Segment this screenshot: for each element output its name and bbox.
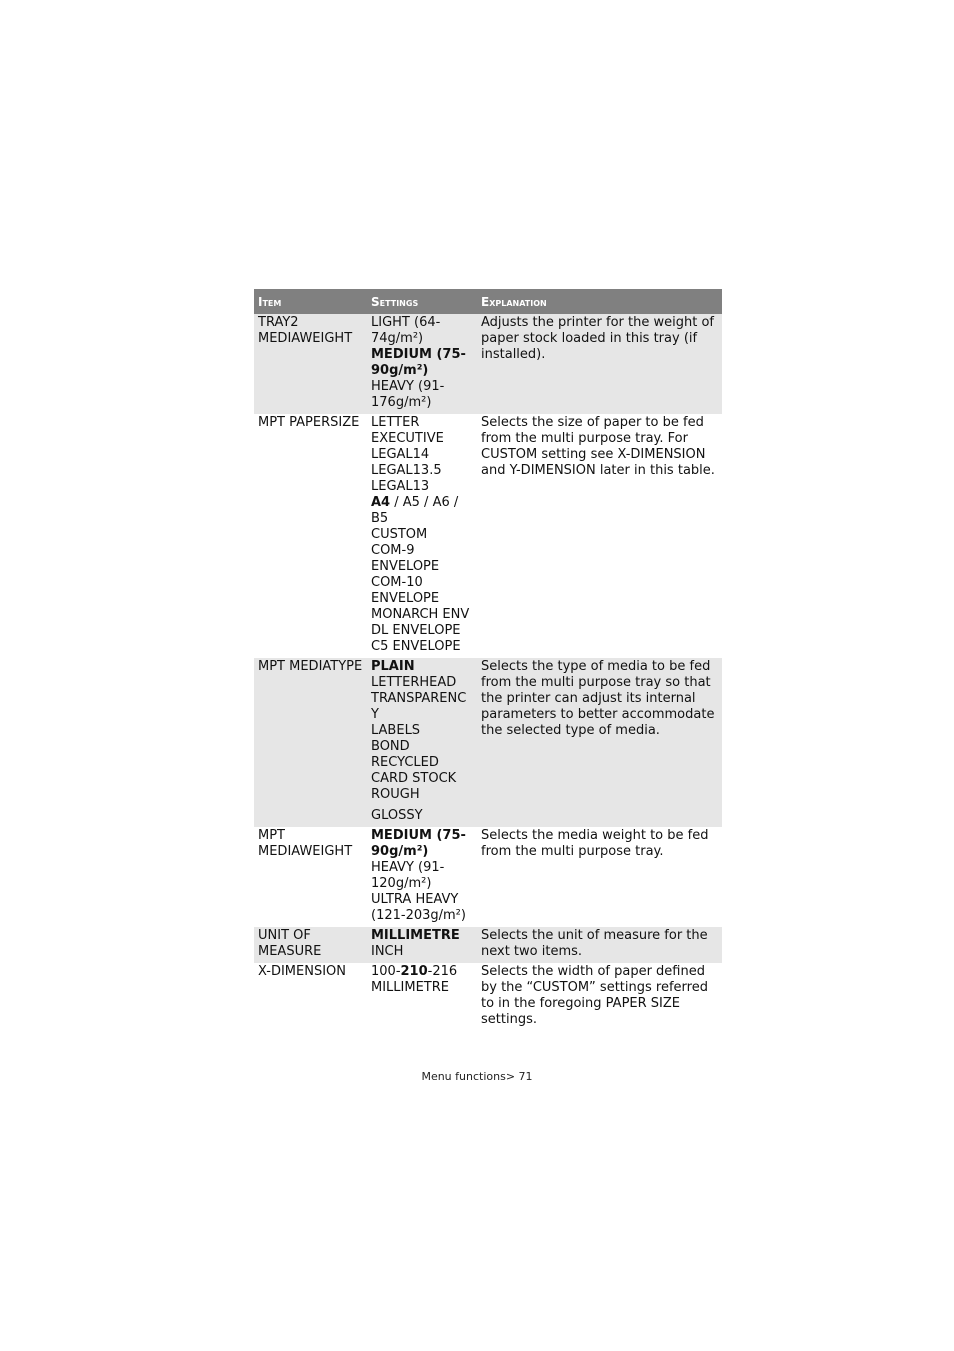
setting-text: LETTER	[371, 415, 420, 430]
setting-text: 176g/m²)	[371, 395, 432, 410]
settings-cell	[367, 414, 477, 658]
setting-default-text: 90g/m²)	[371, 363, 429, 378]
setting-text: LEGAL13	[371, 479, 430, 494]
setting-text: RECYCLED	[371, 755, 439, 770]
setting-text: TRANSPARENC	[371, 691, 467, 706]
setting-option	[371, 479, 473, 495]
setting-option	[371, 739, 473, 755]
setting-text: 120g/m²)	[371, 876, 432, 891]
setting-option	[371, 591, 473, 607]
setting-text: (121-203g/m²)	[371, 908, 466, 923]
item-line: MEASURE	[258, 944, 322, 959]
setting-text: HEAVY (91-	[371, 379, 445, 394]
setting-option	[371, 908, 473, 924]
setting-default-text: 210	[400, 964, 428, 979]
explanation-cell: Selects the size of paper to be fed from the multi purpose tray. For CUSTOM setting see X-DIMENSION and Y-DIMENSION later in this table.	[481, 415, 715, 478]
setting-option	[371, 659, 473, 675]
setting-option	[371, 771, 473, 787]
setting-option	[371, 463, 473, 479]
settings-cell	[367, 827, 477, 927]
setting-option	[371, 347, 473, 363]
setting-option	[371, 607, 473, 623]
setting-option	[371, 755, 473, 771]
setting-text: LABELS	[371, 723, 421, 738]
item-line: MPT MEDIATYPE	[258, 659, 363, 674]
setting-option	[371, 315, 473, 331]
setting-text: ENVELOPE	[371, 559, 440, 574]
setting-option	[371, 944, 473, 960]
explanation-cell: Selects the width of paper defined by the “CUSTOM” settings referred to in the foregoing PAPER SIZE settings.	[481, 964, 708, 1027]
item-line: MEDIAWEIGHT	[258, 844, 353, 859]
setting-text: / A5 / A6 /	[390, 495, 459, 510]
table-row	[254, 827, 722, 927]
table-body	[254, 314, 722, 1031]
setting-text: MONARCH ENV	[371, 607, 470, 622]
item-cell	[254, 414, 367, 658]
explanation-cell: Selects the unit of measure for the next two items.	[477, 927, 722, 963]
item-cell	[254, 658, 367, 827]
setting-text: HEAVY (91-	[371, 860, 445, 875]
setting-option	[371, 331, 473, 347]
settings-cell	[367, 963, 477, 1031]
item-line: UNIT OF	[258, 928, 311, 943]
setting-option	[371, 844, 473, 860]
item-line: MPT PAPERSIZE	[258, 415, 360, 430]
setting-text: INCH	[371, 944, 404, 959]
setting-text: EXECUTIVE	[371, 431, 444, 446]
setting-option	[371, 691, 473, 707]
setting-option	[371, 363, 473, 379]
setting-option	[371, 860, 473, 876]
setting-text: DL ENVELOPE	[371, 623, 461, 638]
setting-text: COM-9	[371, 543, 415, 558]
setting-option	[371, 447, 473, 463]
page-footer: Menu functions> 71	[421, 1070, 533, 1083]
explanation-cell: Selects the media weight to be fed from the multi purpose tray.	[481, 828, 709, 859]
setting-option	[371, 787, 473, 803]
setting-text: CUSTOM	[371, 527, 428, 542]
setting-option	[371, 495, 473, 511]
table-header-row	[254, 289, 722, 314]
setting-text: GLOSSY	[371, 808, 423, 823]
settings-cell	[367, 658, 477, 827]
item-line: MEDIAWEIGHT	[258, 331, 353, 346]
setting-option	[371, 980, 473, 996]
item-cell	[254, 827, 367, 927]
setting-option	[371, 511, 473, 527]
setting-option	[371, 623, 473, 639]
setting-default-text: MEDIUM (75-	[371, 347, 466, 362]
setting-text: -216	[427, 964, 458, 979]
setting-option	[371, 928, 473, 944]
setting-default-text: 90g/m²)	[371, 844, 429, 859]
item-cell	[254, 314, 367, 414]
setting-option	[371, 808, 473, 824]
settings-cell	[367, 314, 477, 414]
setting-text: 74g/m²)	[371, 331, 424, 346]
setting-text: COM-10	[371, 575, 423, 590]
item-cell	[254, 963, 367, 1031]
setting-text: ENVELOPE	[371, 591, 440, 606]
setting-text: CARD STOCK	[371, 771, 457, 786]
table-row	[254, 927, 722, 963]
setting-text: LETTERHEAD	[371, 675, 457, 690]
setting-default-text: PLAIN	[371, 659, 415, 674]
explanation-cell: Selects the type of media to be fed from the multi purpose tray so that the printer can adjust its internal parameters to better accommodate the selected type of media.	[477, 658, 722, 827]
table-row	[254, 314, 722, 414]
setting-text: ULTRA HEAVY	[371, 892, 459, 907]
setting-text: Y	[371, 707, 379, 722]
header-settings: Settings	[367, 289, 477, 314]
item-line: MPT	[258, 828, 285, 843]
setting-option	[371, 415, 473, 431]
setting-option	[371, 707, 473, 723]
setting-default-text: MILLIMETRE	[371, 928, 460, 943]
setting-default-text: MEDIUM (75-	[371, 828, 466, 843]
header-item: Item	[254, 289, 367, 314]
setting-option	[371, 431, 473, 447]
menu-settings-table	[254, 289, 722, 1031]
setting-option	[371, 964, 473, 980]
setting-text: LIGHT (64-	[371, 315, 441, 330]
setting-text: C5 ENVELOPE	[371, 639, 461, 654]
table-row	[254, 658, 722, 827]
item-line: X-DIMENSION	[258, 964, 346, 979]
setting-text: 100-	[371, 964, 401, 979]
setting-text: BOND	[371, 739, 410, 754]
setting-option	[371, 828, 473, 844]
settings-cell	[367, 927, 477, 963]
explanation-cell: Adjusts the printer for the weight of paper stock loaded in this tray (if installed).	[477, 314, 722, 414]
setting-option	[371, 675, 473, 691]
setting-text: MILLIMETRE	[371, 980, 449, 995]
setting-text: ROUGH	[371, 787, 420, 802]
setting-option	[371, 559, 473, 575]
setting-default-text: A4	[371, 495, 391, 510]
header-explanation: Explanation	[477, 289, 722, 314]
setting-option	[371, 723, 473, 739]
setting-option	[371, 379, 473, 395]
setting-text: B5	[371, 511, 389, 526]
setting-text: LEGAL14	[371, 447, 430, 462]
table-row	[254, 963, 722, 1031]
setting-option	[371, 892, 473, 908]
setting-option	[371, 543, 473, 559]
item-line: TRAY2	[258, 315, 299, 330]
setting-option	[371, 876, 473, 892]
setting-option	[371, 575, 473, 591]
setting-option	[371, 639, 473, 655]
item-cell	[254, 927, 367, 963]
table-row	[254, 414, 722, 658]
setting-text: LEGAL13.5	[371, 463, 442, 478]
setting-option	[371, 527, 473, 543]
setting-option	[371, 395, 473, 411]
